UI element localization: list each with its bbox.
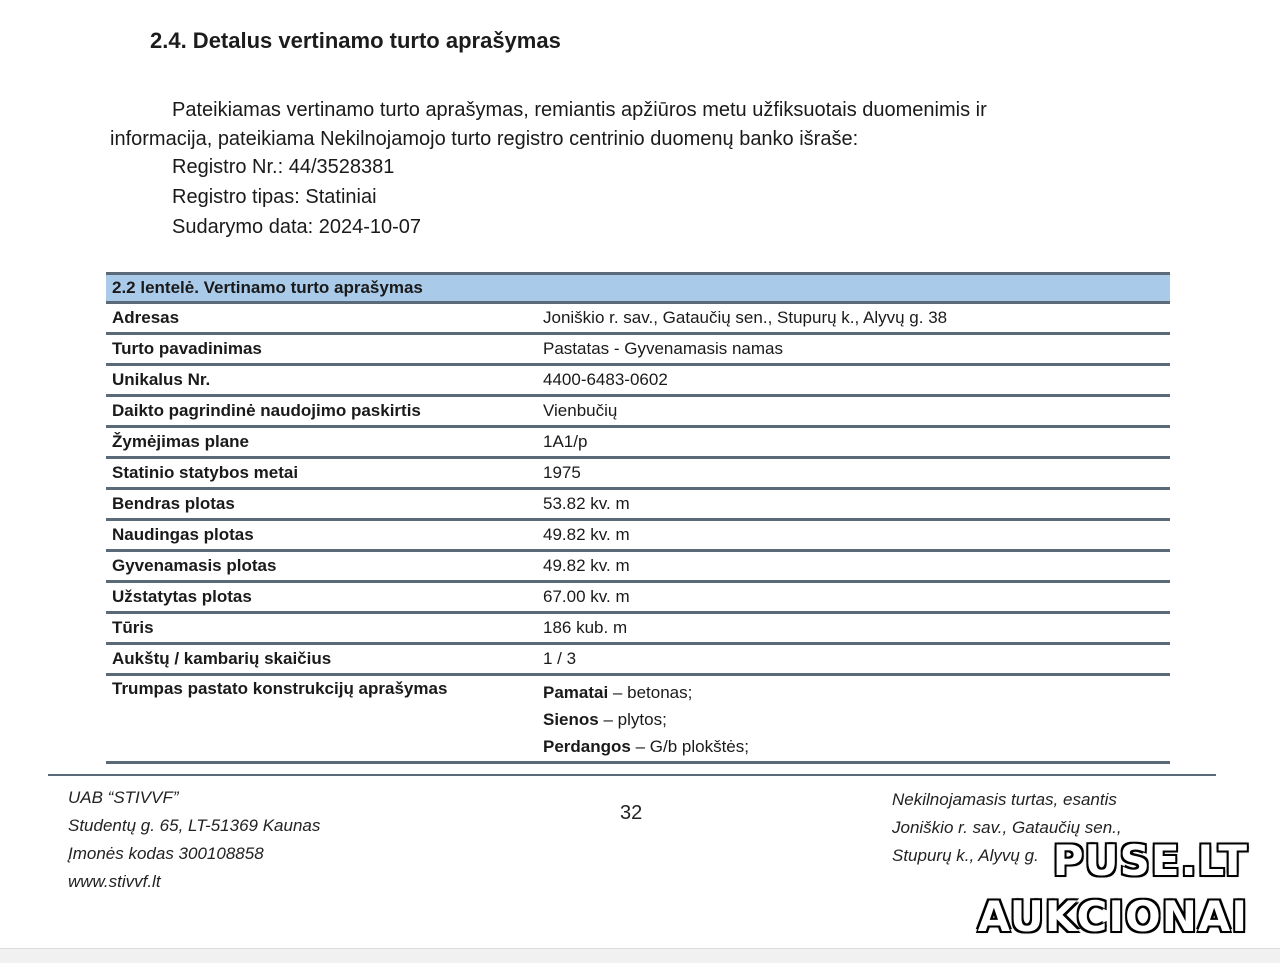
table-caption-row <box>106 274 1170 303</box>
row-label: Naudingas plotas <box>106 520 533 551</box>
row-label: Užstatytas plotas <box>106 582 533 613</box>
registry-date: Sudarymo data: 2024-10-07 <box>172 216 422 238</box>
row-value: Vienbučių <box>533 396 1170 427</box>
row-label: Turto pavadinimas <box>106 334 533 365</box>
watermark-subtitle: AUKCIONAI <box>977 892 1248 941</box>
row-value: 49.82 kv. m <box>533 551 1170 582</box>
row-value: 1A1/p <box>533 427 1170 458</box>
row-label: Statinio statybos metai <box>106 458 533 489</box>
construction-item-value: betonas; <box>627 683 693 702</box>
section-title: 2.4. Detalus vertinamo turto aprašymas <box>150 28 561 53</box>
row-label: Daikto pagrindinė naudojimo paskirtis <box>106 396 533 427</box>
row-value: 53.82 kv. m <box>533 489 1170 520</box>
footer-divider <box>48 774 1216 776</box>
construction-item <box>543 706 1164 733</box>
table-row <box>106 458 1170 489</box>
intro-paragraph <box>110 96 1130 154</box>
row-value: Pastatas - Gyvenamasis namas <box>533 334 1170 365</box>
construction-item-value: plytos; <box>617 710 667 729</box>
construction-item <box>543 679 1164 706</box>
table-row <box>106 551 1170 582</box>
row-label: Žymėjimas plane <box>106 427 533 458</box>
construction-item-separator: – <box>608 683 628 702</box>
row-value: 49.82 kv. m <box>533 520 1170 551</box>
row-label: Gyvenamasis plotas <box>106 551 533 582</box>
registry-type: Registro tipas: Statiniai <box>172 186 377 208</box>
table-row <box>106 613 1170 644</box>
row-label: Adresas <box>106 303 533 334</box>
row-value: 1975 <box>533 458 1170 489</box>
row-value: Joniškio r. sav., Gataučių sen., Stupurų k., Alyvų g. 38 <box>533 303 1170 334</box>
footer-company-info <box>68 784 320 896</box>
table-row <box>106 427 1170 458</box>
footer-company-website: www.stivvf.lt <box>68 872 161 891</box>
footer-company-address: Studentų g. 65, LT-51369 Kaunas <box>68 816 321 835</box>
table-row <box>106 582 1170 613</box>
table-caption: 2.2 lentelė. Vertinamo turto aprašymas <box>106 274 1170 303</box>
row-value: 1 / 3 <box>533 644 1170 675</box>
row-label: Unikalus Nr. <box>106 365 533 396</box>
table-row <box>106 489 1170 520</box>
construction-item-separator: – <box>598 710 618 729</box>
row-label: Bendras plotas <box>106 489 533 520</box>
registry-number: Registro Nr.: 44/3528381 <box>172 156 395 178</box>
bottom-strip <box>0 948 1280 963</box>
table-row <box>106 644 1170 675</box>
row-label: Tūris <box>106 613 533 644</box>
table-row <box>106 303 1170 334</box>
footer-property-line: Stupurų k., Alyvų g. <box>892 846 1039 865</box>
construction-item-name: Pamatai <box>543 683 609 702</box>
row-value: 4400-6483-0602 <box>533 365 1170 396</box>
construction-label: Trumpas pastato konstrukcijų aprašymas <box>106 675 533 763</box>
construction-values <box>533 675 1170 763</box>
construction-item-separator: – <box>630 737 650 756</box>
table-row <box>106 365 1170 396</box>
row-label: Aukštų / kambarių skaičius <box>106 644 533 675</box>
footer-company-code: Įmonės kodas 300108858 <box>68 844 264 863</box>
intro-line-first: Pateikiamas vertinamo turto aprašymas, remiantis apžiūros metu užfiksuotais duomenimis ir <box>172 99 987 121</box>
construction-item-name: Perdangos <box>543 737 631 756</box>
table-row <box>106 396 1170 427</box>
row-value: 186 kub. m <box>533 613 1170 644</box>
construction-item-name: Sienos <box>543 710 599 729</box>
table-row <box>106 334 1170 365</box>
footer-property-line: Nekilnojamasis turtas, esantis <box>892 790 1117 809</box>
footer-property-line: Joniškio r. sav., Gataučių sen., <box>892 818 1122 837</box>
page-number: 32 <box>620 802 643 824</box>
construction-item-value: G/b plokštės; <box>649 737 749 756</box>
intro-line-second: informacija, pateikiama Nekilnojamojo turto registro centrinio duomenų banko išraše: <box>110 128 859 150</box>
property-description-table <box>106 272 1170 764</box>
watermark-site: PUSE.LT <box>1052 836 1248 885</box>
construction-row <box>106 675 1170 763</box>
construction-item <box>543 733 1164 760</box>
table-row <box>106 520 1170 551</box>
footer-company-name: UAB “STIVVF” <box>68 788 179 807</box>
row-value: 67.00 kv. m <box>533 582 1170 613</box>
